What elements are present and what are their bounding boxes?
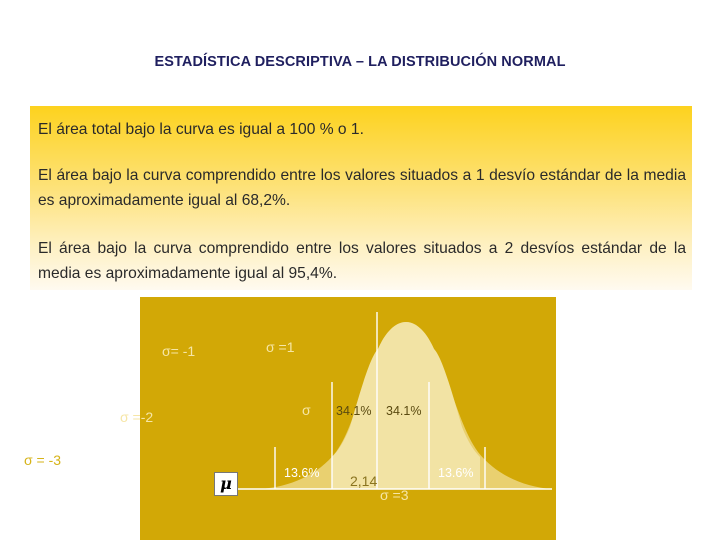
region-label-minus-1-to-mean: 34.1% [336, 404, 372, 418]
region-label-mean-to-plus-1: 34.1% [386, 404, 422, 418]
paragraph-total-area: El área total bajo la curva es igual a 100 % o 1. [38, 121, 364, 138]
page-title: ESTADÍSTICA DESCRIPTIVA – LA DISTRIBUCIÓN NORMAL [154, 54, 566, 70]
sigma-label-minus-3: σ = -3 [24, 452, 62, 468]
paragraph-one-sigma: El área bajo la curva comprendido entre los valores situados a 1 desvío estándar de la media es aproximadamente igual al 68,2%. [38, 167, 686, 209]
sigma-label-plus-2-partial: σ [302, 402, 311, 418]
sigma-label-plus-1: σ =1 [266, 339, 295, 355]
sigma-label-minus-1: σ= -1 [162, 343, 196, 359]
value-label: 2,14 [350, 473, 378, 489]
region-label-minus-2-to-minus-1: 13.6% [284, 466, 320, 480]
region-label-plus-1-to-plus-2: 13.6% [438, 466, 474, 480]
sigma-label-plus-3: σ =3 [380, 487, 409, 503]
normal-curve-figure [140, 297, 556, 540]
paragraph-two-sigma: El área bajo la curva comprendido entre los valores situados a 2 desvíos estándar de la media es aproximadamente igual al 95,4%. [38, 240, 686, 282]
sigma-label-minus-2: σ =-2 [120, 409, 154, 425]
mu-symbol-icon: μ [214, 472, 238, 496]
